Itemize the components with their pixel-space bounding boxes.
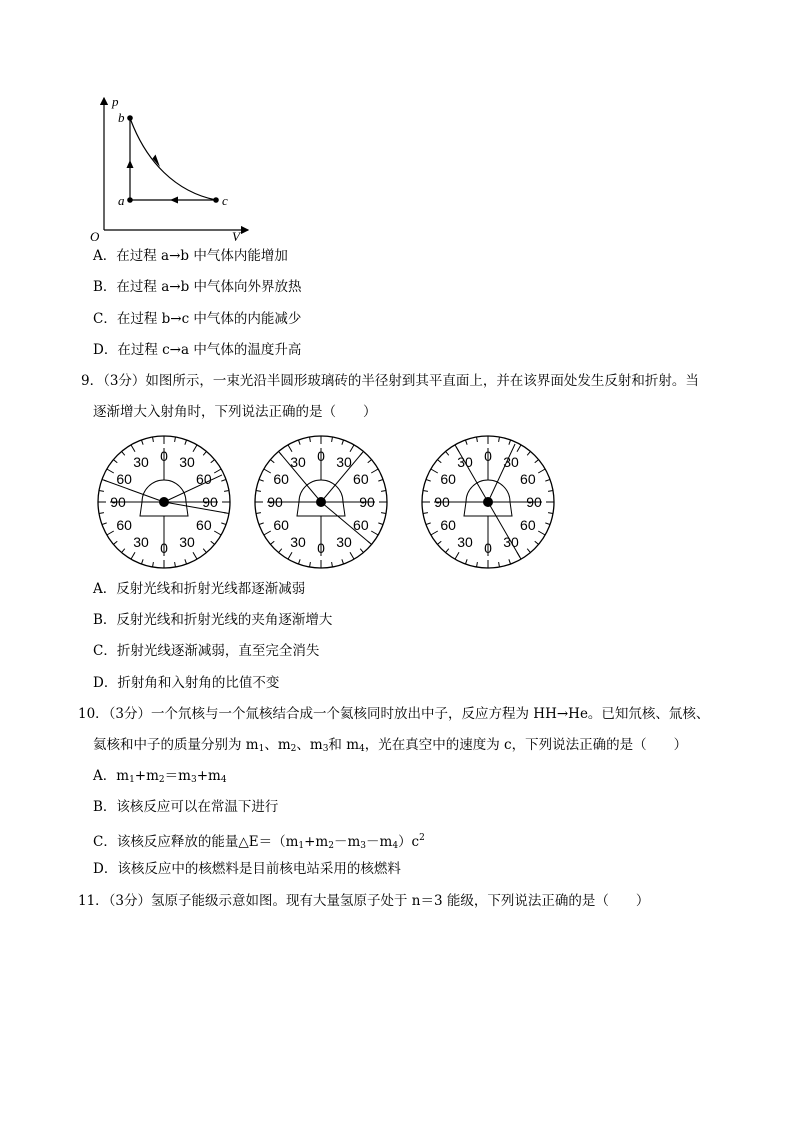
dial-tick: [131, 552, 135, 559]
q8-option-d: D．在过程 c→a 中气体的温度升高: [93, 342, 302, 358]
dial-label: 30: [179, 533, 195, 550]
dial-tick: [175, 562, 176, 567]
dial-center: [483, 497, 493, 507]
dial-label: 0: [484, 540, 492, 556]
dial-tick: [350, 445, 354, 452]
q9-option-d: D．折射角和入射角的比值不变: [93, 675, 280, 691]
dial-tick: [288, 552, 292, 559]
q10-option-c: C．该核反应释放的能量$\triangle E=(m_1+m_2-m_3-m_4)c^2$: [93, 833, 425, 851]
dial-tick: [310, 562, 311, 567]
dial-tick: [214, 531, 221, 535]
dial-label: 0: [317, 448, 325, 464]
dial-1: [94, 432, 234, 572]
dial-tick: [332, 562, 333, 567]
label-p: p: [112, 94, 119, 109]
dial-tick: [310, 437, 311, 442]
dial-tick: [153, 437, 154, 442]
dial-tick: [517, 445, 521, 452]
dial-tick: [211, 541, 215, 544]
dial-tick: [499, 562, 500, 567]
dial-2: [251, 432, 391, 572]
dial-tick: [426, 523, 431, 525]
dial-tick: [477, 437, 478, 442]
dial-tick: [99, 513, 104, 514]
q9-stem-line1: 9．（3分）如图所示，一束光沿半圆形玻璃砖的半径射到其平直面上，并在该界面处发生反射和折射。当: [81, 373, 699, 389]
dial-tick: [437, 541, 441, 544]
dial-label: 60: [116, 517, 132, 533]
dial-tick: [224, 491, 229, 492]
label-a: a: [118, 193, 125, 208]
dial-label: 90: [434, 494, 450, 510]
dial-tick: [437, 460, 441, 463]
dial-tick: [535, 460, 539, 463]
dial-label: 30: [179, 454, 195, 471]
label-b: b: [118, 110, 125, 125]
dial-tick: [259, 523, 264, 525]
dial-label: 30: [336, 454, 352, 471]
dial-tick: [527, 451, 530, 455]
dial-tick: [214, 469, 221, 473]
dial-tick: [264, 469, 271, 473]
dial-tick: [264, 531, 271, 535]
dial-tick: [360, 549, 363, 553]
dial-label: 90: [359, 494, 375, 510]
dial-label: 90: [202, 494, 218, 510]
dial-tick: [431, 531, 438, 535]
dial-tick: [342, 559, 344, 564]
dial-tick: [381, 491, 386, 492]
dial-label: 60: [116, 471, 132, 487]
q8-option-c: C．在过程 b→c 中气体的内能减少: [93, 311, 302, 327]
dial-tick: [298, 440, 300, 445]
dial-label: 60: [273, 471, 289, 487]
dial-tick: [203, 451, 206, 455]
q9-option-a: A．反射光线和折射光线都逐渐减弱: [93, 581, 306, 597]
q9-stem-line2: 逐渐增大入射角时，下列说法正确的是（ ）: [93, 404, 377, 420]
dial-tick: [465, 440, 467, 445]
dial-tick: [288, 445, 292, 452]
dial-label: 60: [520, 471, 536, 487]
dial-tick: [107, 469, 114, 473]
dial-tick: [371, 469, 378, 473]
dial-label: 30: [457, 533, 473, 550]
dial-label: 60: [440, 517, 456, 533]
dial-tick: [211, 460, 215, 463]
dial-label: 90: [267, 494, 283, 510]
dial-tick: [122, 451, 125, 455]
point-a: [127, 197, 133, 203]
dial-tick: [270, 541, 274, 544]
dial-tick: [378, 479, 383, 481]
dial-tick: [371, 531, 378, 535]
dial-label: 30: [503, 454, 519, 471]
dial-tick: [332, 437, 333, 442]
dial-tick: [423, 491, 428, 492]
dial-tick: [455, 552, 459, 559]
dial-tick: [131, 445, 135, 452]
label-c: c: [222, 193, 228, 208]
dial-tick: [499, 437, 500, 442]
dial-label: 30: [133, 454, 149, 471]
dial-tick: [279, 549, 282, 553]
dial-tick: [381, 513, 386, 514]
dial-tick: [477, 562, 478, 567]
dial-center: [159, 497, 169, 507]
dial-label: 90: [110, 494, 126, 510]
dial-label: 60: [196, 471, 212, 487]
dial-label: 30: [133, 533, 149, 550]
dial-tick: [426, 479, 431, 481]
dial-tick: [509, 440, 511, 445]
dial-tick: [538, 531, 545, 535]
dial-tick: [545, 523, 550, 525]
process-bc: [130, 118, 216, 200]
q10-option-b: B．该核反应可以在常温下进行: [93, 799, 279, 815]
dial-label: 30: [336, 533, 352, 550]
dial-label: 60: [273, 517, 289, 533]
dial-tick: [548, 513, 553, 514]
dial-tick: [368, 460, 372, 463]
dial-label: 30: [290, 454, 306, 471]
q8-option-a: A．在过程 a→b 中气体内能增加: [93, 248, 288, 264]
dial-label: 0: [160, 448, 168, 464]
dial-tick: [509, 559, 511, 564]
dial-label: 60: [353, 471, 369, 487]
dial-tick: [102, 523, 107, 525]
dial-center: [316, 497, 326, 507]
dial-tick: [298, 559, 300, 564]
q9-option-b: B．反射光线和折射光线的夹角逐渐增大: [93, 612, 333, 628]
dial-tick: [545, 479, 550, 481]
dial-tick: [185, 559, 187, 564]
dial-label: 30: [290, 533, 306, 550]
dial-tick: [446, 451, 449, 455]
dial-tick: [99, 491, 104, 492]
dial-label: 60: [353, 517, 369, 533]
dial-tick: [193, 445, 197, 452]
dial-tick: [535, 541, 539, 544]
point-c: [213, 197, 219, 203]
dial-label: 60: [440, 471, 456, 487]
dial-tick: [431, 469, 438, 473]
dial-tick: [256, 513, 261, 514]
label-v: V: [232, 229, 240, 242]
q10-option-a: A．$m_1+m_2=m_3+m_4$: [93, 768, 227, 785]
dial-tick: [203, 549, 206, 553]
dial-tick: [153, 562, 154, 567]
dial-tick: [527, 549, 530, 553]
dial-label: 60: [196, 517, 212, 533]
dial-label: 0: [317, 540, 325, 556]
q10-option-d: D．该核反应中的核燃料是目前核电站采用的核燃料: [93, 861, 401, 877]
dial-tick: [270, 460, 274, 463]
dial-tick: [122, 549, 125, 553]
q10-stem-line2: 氦核和中子的质量分别为 $m_1$、$m_2$、$m_3$和 $m_4$，光在真空中的速度为 c，下列说法正确的是（ ）: [93, 737, 688, 754]
q11-stem: 11．（3分）氢原子能级示意如图。现有大量氢原子处于 n＝3 能级，下列说法正确的是（ ）: [78, 893, 650, 909]
dial-tick: [221, 523, 226, 525]
dial-label: 0: [484, 448, 492, 464]
dial-tick: [113, 460, 117, 463]
label-origin: O: [90, 229, 100, 242]
dial-tick: [256, 491, 261, 492]
dial-label: 30: [457, 454, 473, 471]
dial-tick: [141, 440, 143, 445]
dial-tick: [538, 469, 545, 473]
q9-option-c: C．折射光线逐渐减弱，直至完全消失: [93, 643, 320, 659]
dial-tick: [141, 559, 143, 564]
dial-tick: [193, 552, 197, 559]
dial-tick: [423, 513, 428, 514]
dial-3: [418, 432, 558, 572]
dial-tick: [446, 549, 449, 553]
dial-tick: [378, 523, 383, 525]
dial-tick: [221, 479, 226, 481]
dial-tick: [185, 440, 187, 445]
dial-tick: [465, 559, 467, 564]
dial-label: 60: [520, 517, 536, 533]
dial-tick: [107, 531, 114, 535]
dial-tick: [113, 541, 117, 544]
dial-label: 0: [160, 540, 168, 556]
pv-diagram: [86, 92, 256, 242]
q10-stem-line1: 10．（3分）一个氘核与一个氚核结合成一个氦核同时放出中子，反应方程为 HH→He。已知氘核、氚核、: [78, 706, 710, 722]
point-b: [127, 115, 133, 121]
dial-tick: [259, 479, 264, 481]
dial-tick: [548, 491, 553, 492]
dial-label: 30: [503, 533, 519, 550]
dial-label: 90: [526, 494, 542, 510]
dial-tick: [342, 440, 344, 445]
dial-tick: [350, 552, 354, 559]
dial-tick: [175, 437, 176, 442]
q8-option-b: B．在过程 a→b 中气体向外界放热: [93, 279, 302, 295]
